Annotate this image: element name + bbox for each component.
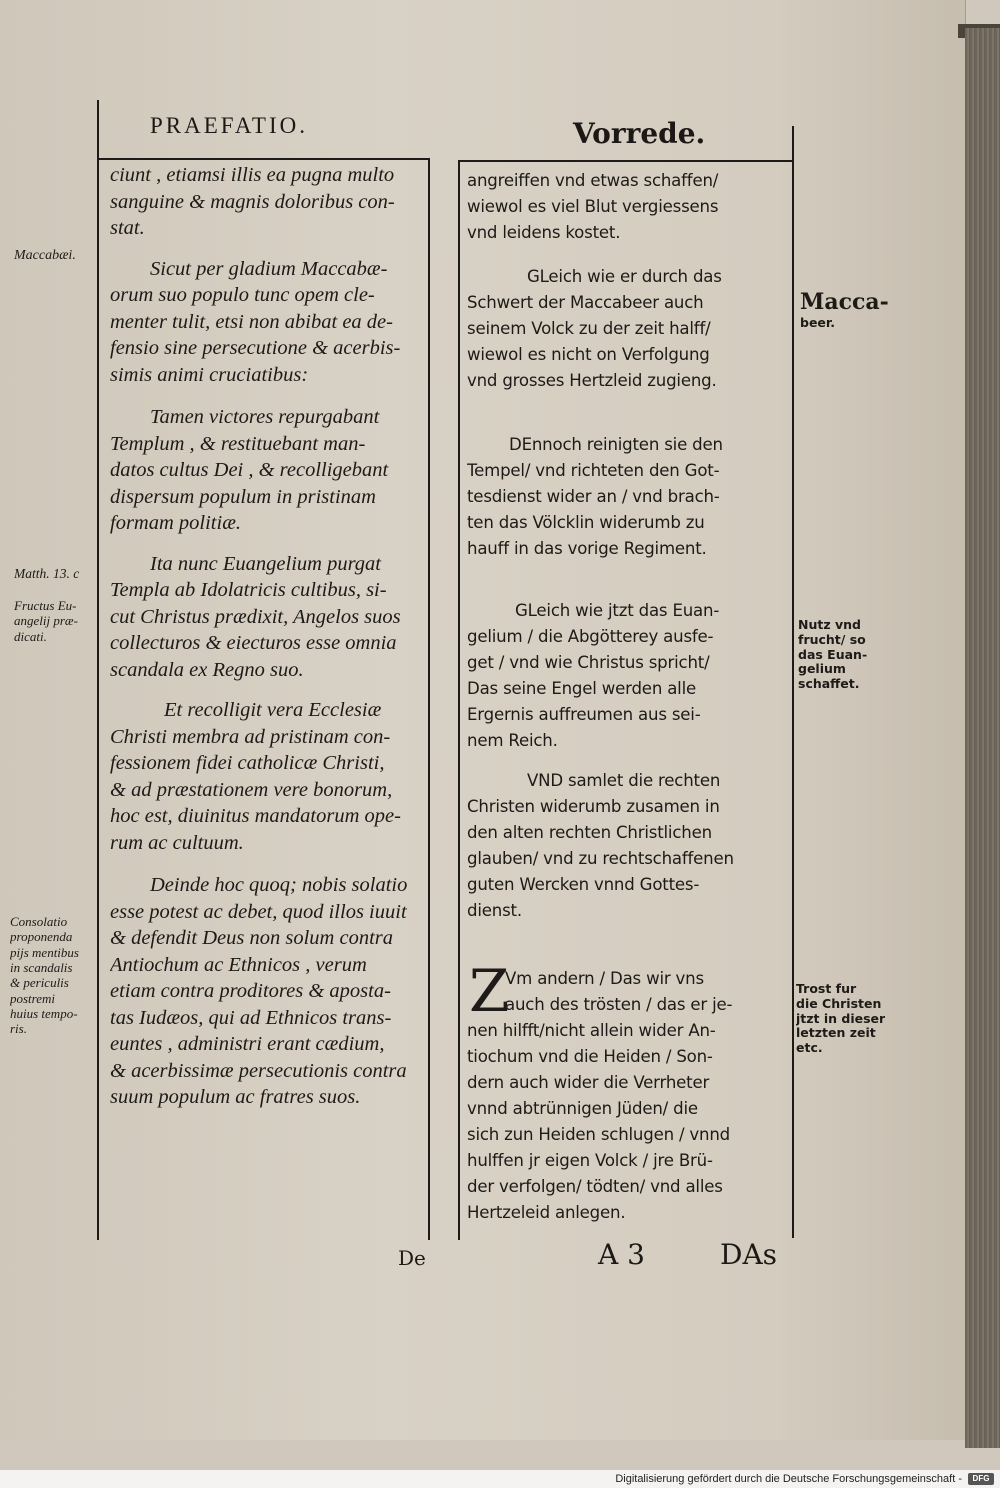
text-line: den alten rechten Christlichen: [467, 823, 712, 842]
text-line: etc.: [796, 1041, 823, 1055]
text-line: DEnnoch reinigten sie den: [509, 435, 723, 454]
text-line: esse potest ac debet, quod illos iuuit: [110, 900, 407, 923]
margin-note-maccabaei: [14, 248, 76, 265]
latin-column: [110, 162, 422, 1111]
text-line: in scandalis: [10, 959, 73, 975]
text-line: angreiffen vnd etwas schaffen/: [467, 171, 719, 190]
text-line: formam politiæ.: [110, 512, 241, 534]
text-line: Maccabæi.: [14, 248, 76, 263]
text-line: sanguine & magnis doloribus con-: [110, 190, 395, 213]
text-line: wiewol es viel Blut vergiessens: [467, 197, 719, 216]
drop-initial: Z: [469, 957, 510, 1025]
text-line: hoc est, diuinitus mandatorum ope-: [110, 805, 401, 827]
text-line: fessionem fidei catholicæ Christi,: [110, 752, 385, 774]
margin-note-matthew: [14, 566, 79, 582]
latin-paragraph-1: [110, 162, 422, 242]
text-line: suum populum ac fratres suos.: [110, 1086, 361, 1108]
latin-paragraph-5: [110, 697, 422, 856]
text-line: nen hilfft/nicht allein wider An-: [467, 1021, 716, 1040]
text-line: Nutz vnd: [798, 618, 861, 632]
text-line: Macca-: [800, 290, 889, 315]
text-line: menter tulit, etsi non abibat ea de-: [110, 310, 393, 333]
column-rule-left: [97, 100, 99, 1240]
text-line: beer.: [800, 315, 836, 330]
text-line: scandala ex Regno suo.: [110, 658, 304, 681]
text-line: hauff in das vorige Regiment.: [467, 539, 707, 558]
text-line: & ad præstationem vere bonorum,: [110, 778, 393, 801]
margin-note-trost: [796, 982, 885, 1056]
text-line: Vm andern / Das wir vns: [505, 969, 704, 988]
text-line: wiewol es nicht on Verfolgung: [467, 345, 710, 364]
top-rule-latin: [99, 158, 429, 160]
german-paragraph-6: [467, 957, 787, 1226]
credit-text: Digitalisierung gefördert durch die Deutsche Forschungsgemeinschaft -: [615, 1473, 962, 1485]
text-line: ciunt , etiamsi illis ea pugna multo: [110, 164, 395, 186]
top-rule-german: [458, 160, 793, 162]
text-line: Tamen victores repurgabant: [150, 406, 380, 428]
text-line: vnd grosses Hertzleid zugieng.: [467, 371, 717, 390]
signature-mark: A 3: [598, 1238, 645, 1271]
dfg-logo: DFG: [968, 1473, 994, 1485]
text-line: Sicut per gladium Maccabæ-: [150, 257, 388, 280]
text-line: Consolatio: [10, 914, 68, 929]
book-page-edges: [965, 28, 1000, 1448]
column-rule-latin-right: [428, 158, 430, 1240]
text-line: schaffet.: [798, 677, 860, 691]
text-line: VND samlet die rechten: [527, 771, 721, 790]
text-line: & acerbissimæ persecutionis contra: [110, 1059, 407, 1082]
text-line: simis animi cruciatibus:: [110, 363, 309, 386]
text-line: Christen widerumb zusamen in: [467, 797, 720, 816]
text-line: angelij præ-: [14, 613, 78, 629]
text-line: tiochum vnd die Heiden / Son-: [467, 1047, 713, 1066]
text-line: das Euan-: [798, 647, 868, 662]
text-line: vnnd abtrünnigen Jüden/ die: [467, 1099, 698, 1118]
latin-paragraph-3: [110, 404, 422, 537]
margin-note-maccabeer: [800, 290, 889, 331]
german-paragraph-3: [467, 432, 787, 562]
text-line: get / vnd wie Christus spricht/: [467, 653, 710, 672]
text-line: Das seine Engel werden alle: [467, 679, 697, 698]
german-paragraph-2: [467, 264, 787, 394]
text-line: stat.: [110, 217, 145, 239]
text-line: Christi membra ad pristinam con-: [110, 725, 391, 748]
text-line: dienst.: [467, 901, 522, 920]
text-line: dern auch wider die Verrheter: [467, 1073, 710, 1092]
text-line: nem Reich.: [467, 731, 558, 750]
text-line: ten das Völcklin widerumb zu: [467, 513, 705, 532]
german-paragraph-1: [467, 168, 787, 246]
catchword-latin: De: [398, 1246, 426, 1270]
text-line: postremi: [10, 990, 56, 1006]
text-line: datos cultus Dei , & recolligebant: [110, 459, 389, 481]
running-head-latin: PRAEFATIO.: [150, 113, 309, 138]
margin-note-consolatio: [10, 914, 79, 1037]
text-line: proponenda: [10, 929, 73, 945]
latin-paragraph-6: [110, 872, 422, 1111]
text-line: Ergernis auffreumen aus sei-: [467, 705, 701, 724]
text-line: etiam contra proditores & aposta-: [110, 980, 391, 1002]
text-line: die Christen: [796, 996, 882, 1011]
text-line: dicati.: [14, 628, 47, 644]
text-line: huius tempo-: [10, 1005, 78, 1021]
column-rule-german-left: [458, 160, 460, 1240]
text-line: guten Wercken vnnd Gottes-: [467, 875, 700, 894]
text-line: Deinde hoc quoq; nobis solatio: [150, 874, 408, 896]
text-line: letzten zeit: [796, 1026, 876, 1041]
digitization-credit-bar: [0, 1470, 1000, 1488]
text-line: Matth. 13. c: [14, 566, 80, 581]
text-line: dispersum populum in pristinam: [110, 485, 376, 508]
german-column: [467, 168, 787, 1226]
text-line: Trost fur: [796, 982, 857, 996]
text-line: Ita nunc Euangelium purgat: [150, 552, 381, 575]
text-line: tas Iudæos, qui ad Ethnicos trans-: [110, 1006, 392, 1029]
german-paragraph-4: [467, 598, 787, 754]
text-line: Schwert der Maccabeer auch: [467, 293, 704, 312]
text-line: tesdienst wider an / vnd brach-: [467, 487, 720, 506]
text-line: orum suo populo tunc opem cle-: [110, 284, 375, 306]
catchword-german: DAs: [720, 1238, 778, 1271]
text-line: glauben/ vnd zu rechtschaffenen: [467, 849, 734, 868]
text-line: sich zun Heiden schlugen / vnnd: [467, 1125, 731, 1144]
text-line: euntes , administri erant cædium,: [110, 1033, 385, 1055]
text-line: & defendit Deus non solum contra: [110, 927, 393, 949]
text-line: jtzt in dieser: [796, 1011, 886, 1026]
margin-note-nutz: [798, 618, 867, 692]
text-line: collecturos & eiecturos esse omnia: [110, 632, 397, 654]
text-line: gelium / die Abgötterey ausfe-: [467, 627, 714, 646]
text-line: auch des trösten / das er je-: [505, 995, 733, 1014]
text-line: rum ac cultuum.: [110, 831, 244, 854]
text-line: gelium: [798, 662, 846, 677]
text-line: vnd leidens kostet.: [467, 223, 621, 242]
text-line: Et recolligit vera Ecclesiæ: [164, 699, 382, 721]
running-head-german: Vorrede.: [573, 117, 706, 150]
latin-paragraph-2: [110, 256, 422, 389]
latin-paragraph-4: [110, 551, 422, 684]
text-line: GLeich wie jtzt das Euan-: [515, 601, 720, 620]
text-line: cut Christus prædixit, Angelos suos: [110, 605, 401, 628]
text-line: Templa ab Idolatricis cultibus, si-: [110, 579, 387, 601]
margin-note-fructus: [14, 598, 78, 644]
column-rule-right: [792, 126, 794, 1238]
text-line: GLeich wie er durch das: [527, 267, 722, 286]
text-line: pijs mentibus: [10, 944, 79, 960]
text-line: frucht/ so: [798, 632, 866, 647]
text-line: fensio sine persecutione & acerbis-: [110, 337, 401, 359]
text-line: Antiochum ac Ethnicos , verum: [110, 953, 367, 976]
text-line: & periculis: [10, 975, 69, 991]
text-line: hulffen jr eigen Volck / jre Brü-: [467, 1151, 713, 1170]
german-paragraph-5: [467, 768, 787, 924]
text-line: Templum , & restituebant man-: [110, 432, 366, 455]
text-line: Tempel/ vnd richteten den Got-: [467, 461, 720, 480]
text-line: seinem Volck zu der zeit halff/: [467, 319, 711, 338]
text-line: ris.: [10, 1021, 27, 1037]
text-line: der verfolgen/ tödten/ vnd alles: [467, 1177, 723, 1196]
text-line: Hertzeleid anlegen.: [467, 1203, 626, 1222]
text-line: Fructus Eu-: [14, 598, 77, 613]
